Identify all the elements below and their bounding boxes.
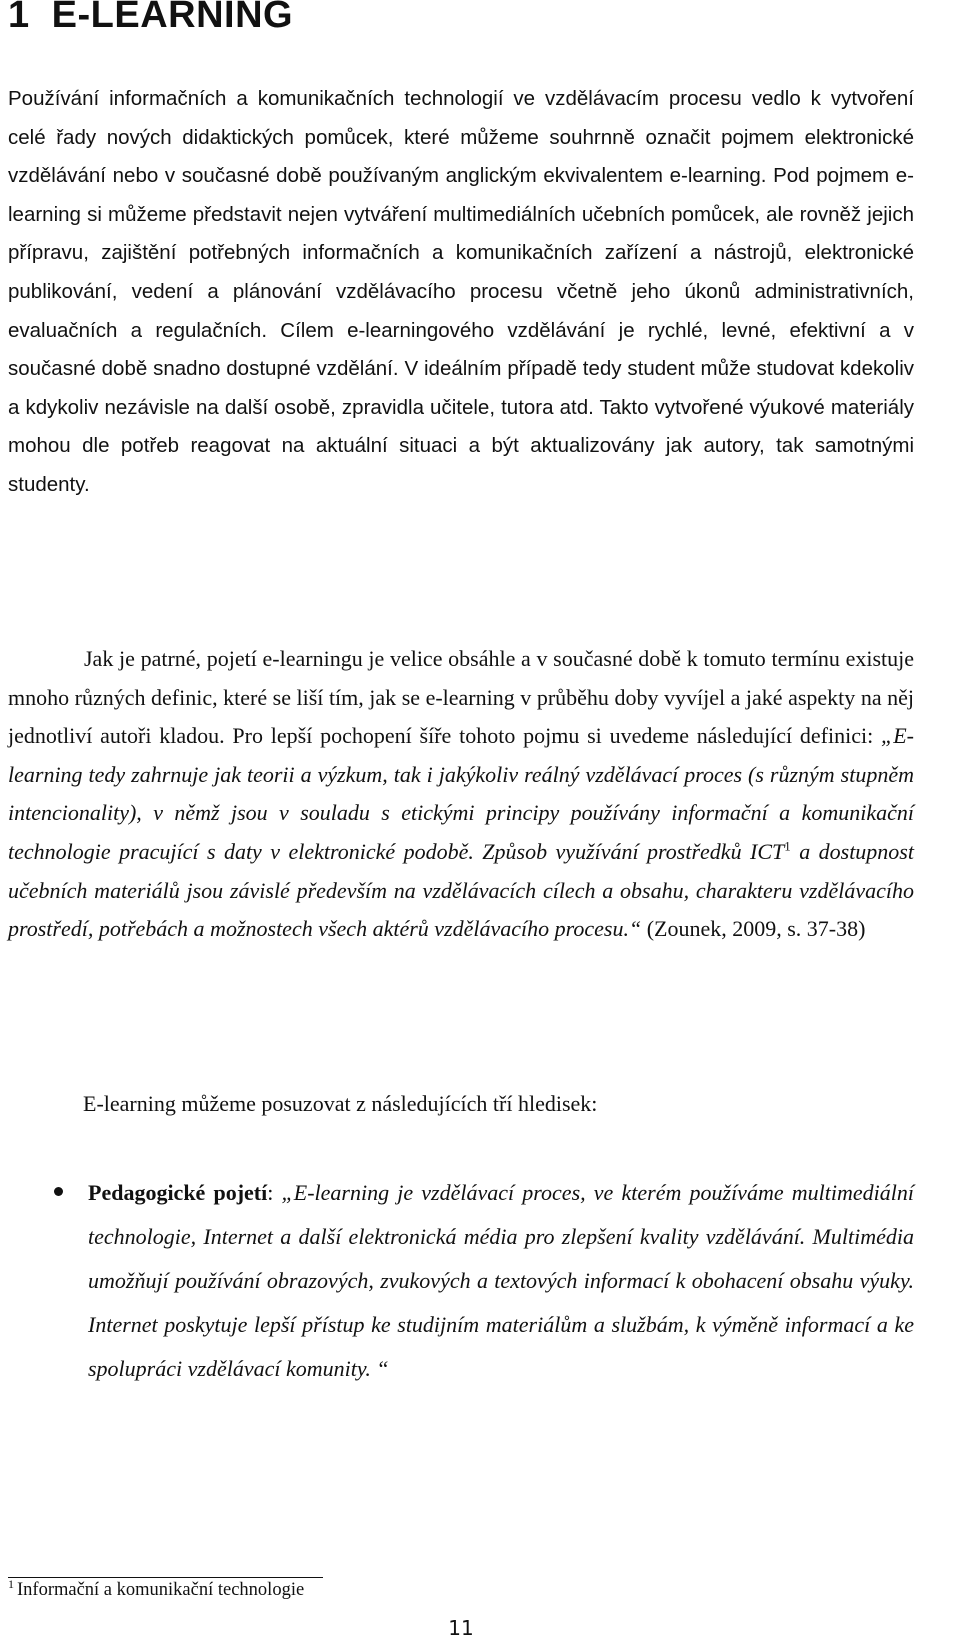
- page-number: 11: [448, 1616, 474, 1640]
- paragraph-aspects-intro: E-learning můžeme posuzovat z následujících tří hledisek:: [83, 1091, 598, 1116]
- chapter-heading: [8, 0, 293, 37]
- definition-lead: Jak je patrné, pojetí e-learningu je velice obsáhle a v současné době k tomuto termínu existuje mnoho různých definic, které se liší tím, jak se e-learning v průběhu doby vyvíjel a jaké aspekty na něj jednotliví autoři kladou. Pro lepší pochopení šíře tohoto pojmu si uvedeme následující definici:: [8, 646, 914, 749]
- footnote-number: 1: [8, 1576, 14, 1591]
- paragraph-definition: [8, 640, 914, 949]
- footnote-reference[interactable]: 1: [784, 838, 791, 854]
- footnote-text: Informační a komunikační technologie: [17, 1580, 305, 1600]
- bullet-quote: „E-learning je vzdělávací proces, ve kterém používáme multimediální technologie, Internet a další elektronická média pro zlepšení kvality vzdělávání. Multimédia umožňují používání obrazových, zvukových a textových informací k obohacení obsahu výuky. Internet poskytuje lepší přístup ke studijním materiálům a službám, k výměně informací a ke spolupráci vzdělávací komunity. “: [88, 1180, 914, 1381]
- chapter-title: E-LEARNING: [51, 0, 294, 36]
- definition-quote-part1: „E-learning tedy zahrnuje jak teorii a výzkum, tak i jakýkoliv reálný vzdělávací proces (s různým stupněm intencionality), v němž jsou v souladu s etickými principy používány informační a komunikační technologie pracující s daty v elektronické podobě. Způsob využívání prostředků ICT: [8, 723, 914, 864]
- list-item: [88, 1171, 914, 1391]
- bullet-icon: [54, 1187, 63, 1196]
- bullet-colon: :: [267, 1180, 282, 1205]
- citation: (Zounek, 2009, s. 37-38): [641, 916, 866, 942]
- definition-quote-part2: a dostupnost učebních materiálů jsou závislé především na vzdělávacích cílech a obsahu, charakteru vzdělávacího prostředí, potřebách a možnostech všech aktérů vzdělávacího procesu.“: [8, 838, 914, 942]
- footnote-separator: [8, 1577, 323, 1578]
- paragraph-intro: Používání informačních a komunikačních technologií ve vzdělávacím procesu vedlo k vytvoření celé řady nových didaktických pomůcek, které můžeme souhrnně označit pojmem elektronické vzdělávání nebo v současné době používaným anglickým ekvivalentem e-learning. Pod pojmem e-learning si můžeme představit nejen vytváření multimediálních učebních pomůcek, ale rovněž jejich přípravu, zajištění potřebných informačních a komunikačních zařízení a nástrojů, elektronické publikování, vedení a plánování vzdělávacího procesu včetně jeho úkonů administrativních, evaluačních a regulačních. Cílem e-learningového vzdělávání je rychlé, levné, efektivní a v současné době snadno dostupné vzdělání. V ideálním případě tedy student může studovat kdekoliv a kdykoliv nezávisle na další osobě, zpravidla učitele, tutora atd. Takto vytvořené výukové materiály mohou dle potřeb reagovat na aktuální situaci a být aktualizovány jak autory, tak samotnými studenty.: [8, 87, 914, 496]
- chapter-number: 1: [8, 0, 30, 36]
- bullet-label: Pedagogické pojetí: [88, 1180, 268, 1205]
- footnote: [8, 1576, 305, 1601]
